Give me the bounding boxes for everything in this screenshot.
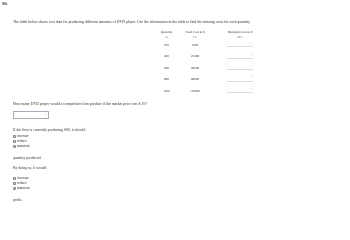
column-header-quantity: Quantity — [160, 30, 173, 35]
unit-q: Q — [165, 34, 168, 39]
marginal-cost-input[interactable] — [227, 54, 253, 59]
total-cost-cell: 40000 — [190, 65, 200, 70]
radio-button[interactable] — [13, 140, 16, 143]
question-effect-profit: By doing so, it would: — [13, 166, 47, 170]
help-icon[interactable]: ? — [44, 113, 46, 117]
radio-label: increase — [17, 176, 29, 180]
radio-button[interactable] — [13, 135, 16, 138]
table-row — [157, 62, 266, 74]
cost-table — [157, 30, 266, 97]
quantity-cell: 1100 — [163, 88, 170, 93]
radio-label: maintain — [17, 144, 30, 148]
table-row — [157, 85, 266, 97]
question-adjust-quantity: If the firm is currently producing 600, it should: — [13, 128, 86, 132]
quantity-cell: 800 — [164, 77, 169, 82]
radio-option-reduce-quantity[interactable] — [13, 139, 27, 143]
radio-label: reduce — [17, 181, 27, 185]
marginal-cost-input[interactable] — [227, 86, 253, 94]
column-header-marginal-cost: Marginal Cost in $ — [227, 30, 253, 35]
marginal-cost-cell — [214, 85, 266, 97]
marginal-cost-input[interactable] — [227, 40, 253, 48]
help-icon[interactable]: ? — [250, 40, 252, 45]
quantity-cell: 400 — [164, 54, 169, 59]
radio-button[interactable] — [13, 177, 16, 180]
radio-option-increase-quantity[interactable] — [13, 134, 29, 138]
help-icon[interactable]: ? — [250, 52, 252, 56]
help-icon[interactable]: ? — [250, 63, 252, 68]
intro-text: The table below shows cost data for producing different amounts of DVD player. Use the information in the table to find the missing costs for each quantity. — [13, 20, 251, 24]
marginal-cost-cell — [214, 74, 266, 86]
help-icon[interactable]: ? — [250, 86, 252, 91]
unit-tc: TC — [192, 34, 198, 39]
marginal-cost-cell — [214, 62, 266, 74]
marginal-cost-input[interactable] — [227, 77, 253, 82]
radio-button[interactable] — [13, 182, 16, 185]
radio-label: reduce — [17, 139, 27, 143]
radio-label: increase — [17, 134, 29, 138]
quantity-cell: 600 — [164, 65, 169, 70]
unit-mc: MC — [237, 34, 243, 39]
radio-button[interactable] — [13, 145, 16, 148]
quantity-answer-input[interactable] — [13, 111, 49, 119]
radio-option-reduce-profit[interactable] — [13, 181, 27, 185]
table-row — [157, 51, 266, 63]
quantity-cell: 250 — [164, 42, 169, 47]
marginal-cost-cell — [214, 39, 266, 51]
marginal-cost-input[interactable] — [227, 63, 253, 71]
label-quantity-produced: quantity produced. — [13, 156, 42, 160]
table-row — [157, 39, 266, 51]
total-cost-cell: 25400 — [190, 54, 200, 59]
marginal-cost-cell — [214, 51, 266, 63]
header-label: Ms — [2, 1, 8, 6]
question-quantity: How many DVD player would a competitive firm produce if the market price was $ 10? — [13, 102, 148, 106]
radio-label: maintain — [17, 186, 30, 190]
radio-option-increase-profit[interactable] — [13, 176, 29, 180]
radio-option-maintain-profit[interactable] — [13, 186, 30, 190]
radio-button[interactable] — [13, 187, 16, 190]
help-icon[interactable]: ? — [250, 75, 252, 79]
total-cost-cell: 98000 — [190, 77, 200, 82]
table-row — [157, 74, 266, 86]
label-profit: profit. — [13, 198, 23, 202]
radio-option-maintain-quantity[interactable] — [13, 144, 30, 148]
column-header-total-cost: Total Cost in $ — [185, 30, 205, 35]
total-cost-cell: 7000 — [191, 42, 199, 47]
total-cost-cell: 110000 — [190, 88, 200, 93]
